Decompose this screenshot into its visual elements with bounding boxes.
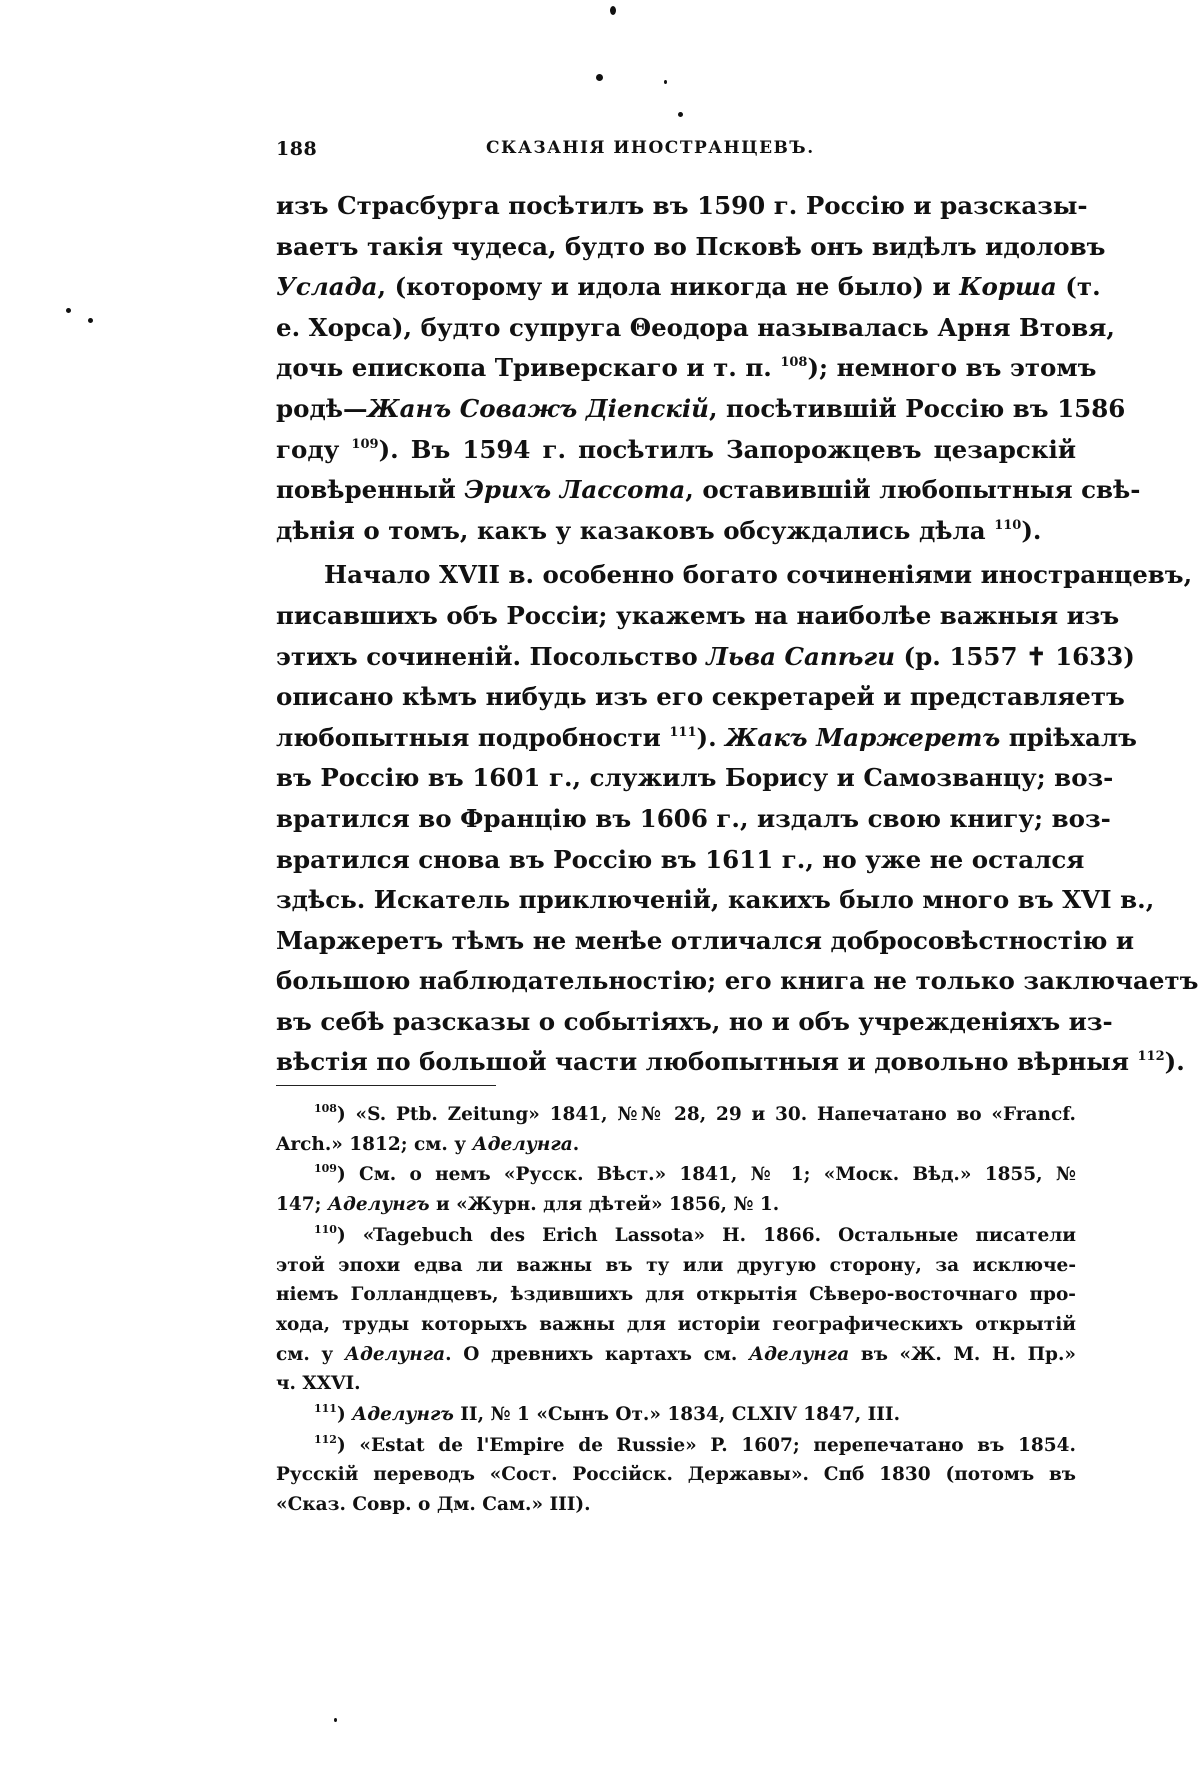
text-line: въ себѣ разсказы о событіяхъ, но и объ учрежденіяхъ из- [276,1006,1113,1036]
text-line: ніемъ Голландцевъ, ѣздившихъ для открытія Сѣверо-восточнаго про- [276,1284,1076,1306]
person-name: Жакъ Маржеретъ [725,722,1001,752]
footnotes [276,1100,1076,1521]
main-text [276,186,1198,1083]
text-run: ). [1021,515,1042,545]
text-line: въ Россію въ 1601 г., служилъ Борису и Самозванцу; воз- [276,763,1114,793]
footnote-109 [276,1160,1076,1219]
text-run: и «Журн. для дѣтей» 1856, № 1. [429,1194,780,1216]
text-line [276,348,1097,389]
text-run: этихъ сочиненій. Посольство [276,641,707,671]
text-line: хода, труды которыхъ важны для исторіи географическихъ открытій [276,1313,1076,1335]
text-run: любопытныя подробности [276,722,670,752]
text-run: Arch.» 1812; см. у [276,1133,473,1155]
text-run: ); немного въ этомъ [807,353,1097,383]
footnote-ref: 112 [1137,1049,1165,1065]
text-line: здѣсь. Искатель приключеній, какихъ было много въ XVI в., [276,885,1155,915]
ink-speck [66,308,71,313]
text-run: ) «S. Ptb. Zeitung» 1841, №№ 28, 29 и 30. Напечатано во «Francf. [336,1104,1076,1125]
text-run: вѣстія по большой части любопытныя и довольно вѣрныя [276,1047,1138,1077]
text-run: пріѣхалъ [1000,722,1137,752]
text-run: году [276,434,352,464]
footnote-number: 110 [314,1222,337,1236]
text-line: «Сказ. Совр. о Дм. Сам.» III). [276,1494,591,1516]
footnote-ref: 111 [669,724,697,740]
text-run: , оставившій любопытныя свѣ- [685,475,1141,505]
text-run: (р. 1557 ✝ 1633) [895,641,1135,671]
text-line [276,1100,1076,1130]
person-name: Жанъ Соважъ Діепскій [367,393,709,423]
footnote-divider [276,1085,496,1086]
footnote-ref: 109 [351,436,379,452]
text-line: изъ Страсбурга посѣтилъ въ 1590 г. Россію и разсказы- [276,191,1088,220]
footnote-number: 112 [314,1432,337,1446]
person-name: Услада [276,272,378,302]
text-run: . О древнихъ картахъ см. [445,1343,749,1365]
text-run: дѣнія о томъ, какъ у казаковъ обсуждались дѣла [276,515,995,545]
text-run: ). [696,722,726,752]
text-run: ) «Estat de l'Empire de Russie» P. 1607; перепечатано въ 1854. [336,1434,1076,1456]
text-line: ваетъ такія чудеса, будто во Псковѣ онъ видѣлъ идоловъ [276,231,1106,261]
text-run: II, № 1 «Сынъ От.» 1834, CLXIV 1847, III. [453,1404,901,1426]
footnote-number: 108 [314,1102,337,1115]
text-run: дочь епископа Триверскаго и т. п. [276,353,781,383]
text-run: ) [336,1404,353,1426]
text-line [276,637,1135,678]
person-name: Аделунга [749,1343,850,1365]
page-header [276,138,1076,168]
text-line: Маржеретъ тѣмъ не менѣе отличался добросовѣстностію и [276,925,1135,955]
person-name: Корша [959,272,1057,302]
ink-speck [664,80,667,84]
text-line: ч. XXVI. [276,1373,361,1395]
text-line: Начало XVII в. особенно богато сочиненіями иностранцевъ, [324,560,1193,590]
text-line [276,1221,1076,1251]
text-run: ). Въ 1594 г. посѣтилъ Запорожцевъ цезарскій [378,434,1076,464]
person-name: Аделунгъ [327,1194,430,1216]
text-line [276,389,1126,430]
text-run: ) «Tagebuch des Erich Lassota» H. 1866. Остальные писатели [336,1224,1076,1246]
text-line [276,267,1101,308]
text-line: вратился снова въ Россію въ 1611 г., но уже не остался [276,844,1085,874]
footnote-108 [276,1100,1076,1159]
text-run: повѣренный [276,475,465,505]
page-number: 188 [276,138,318,160]
text-line: е. Хорса), будто супруга Θеодора называлась Арня Втовя, [276,312,1115,342]
text-run: ). [1164,1047,1185,1077]
footnote-number: 109 [314,1162,337,1176]
text-line [276,1340,1076,1370]
text-line [276,430,1076,471]
footnote-110 [276,1221,1076,1399]
text-run: , (которому и идола никогда не было) и [377,272,960,302]
text-line: описано кѣмъ нибудь изъ его секретарей и представляетъ [276,682,1125,712]
ink-speck [678,112,683,117]
text-run: въ «Ж. М. Н. Пр.» [849,1343,1076,1365]
text-run: (т. [1056,272,1101,302]
text-line [276,1400,1076,1430]
text-run: , посѣтившій Россію въ 1586 [709,393,1126,423]
footnote-ref: 108 [780,355,808,371]
ink-speck [334,1718,337,1722]
text-run: см. у [276,1343,345,1365]
text-line: Русскій переводъ «Сост. Россійск. Державы». Спб 1830 (потомъ въ [276,1464,1076,1486]
paragraph-2 [276,555,1198,1083]
footnote-ref: 110 [994,517,1022,533]
text-line: этой эпохи едва ли важны въ ту или другую сторону, за исключе- [276,1254,1076,1276]
text-line [276,1431,1076,1461]
text-line: писавшихъ объ Россіи; укажемъ на наиболѣе важныя изъ [276,600,1120,630]
footnote-112 [276,1431,1076,1520]
text-run: 147; [276,1194,328,1216]
text-line: большою наблюдательностію; его книга не только заключаетъ [276,966,1198,996]
paragraph-1 [276,186,1141,551]
text-run: ) См. о немъ «Русск. Вѣст.» 1841, № 1; «Моск. Вѣд.» 1855, № [336,1164,1076,1186]
footnote-111 [276,1400,1076,1430]
text-line [276,1130,1076,1160]
text-line [276,1190,1076,1220]
text-run: . [572,1133,580,1155]
person-name: Аделунгъ [352,1404,454,1426]
ink-speck [88,318,93,323]
text-run: родѣ— [276,393,368,423]
ink-speck [596,74,603,81]
running-title: СКАЗАНІЯ ИНОСТРАНЦЕВЪ. [486,138,815,158]
text-line [276,718,1137,759]
text-line [276,1160,1076,1190]
person-name: Эрихъ Лассота [464,475,686,505]
text-line [276,511,1076,552]
text-line [276,470,1141,511]
text-line: вратился во Францію въ 1606 г., издалъ свою книгу; воз- [276,803,1111,833]
footnote-number: 111 [314,1402,337,1416]
person-name: Аделунга [472,1133,573,1155]
ink-speck [610,6,616,15]
person-name: Льва Сапѣги [706,641,896,671]
person-name: Аделунга [344,1343,446,1365]
text-line [276,1042,1185,1083]
